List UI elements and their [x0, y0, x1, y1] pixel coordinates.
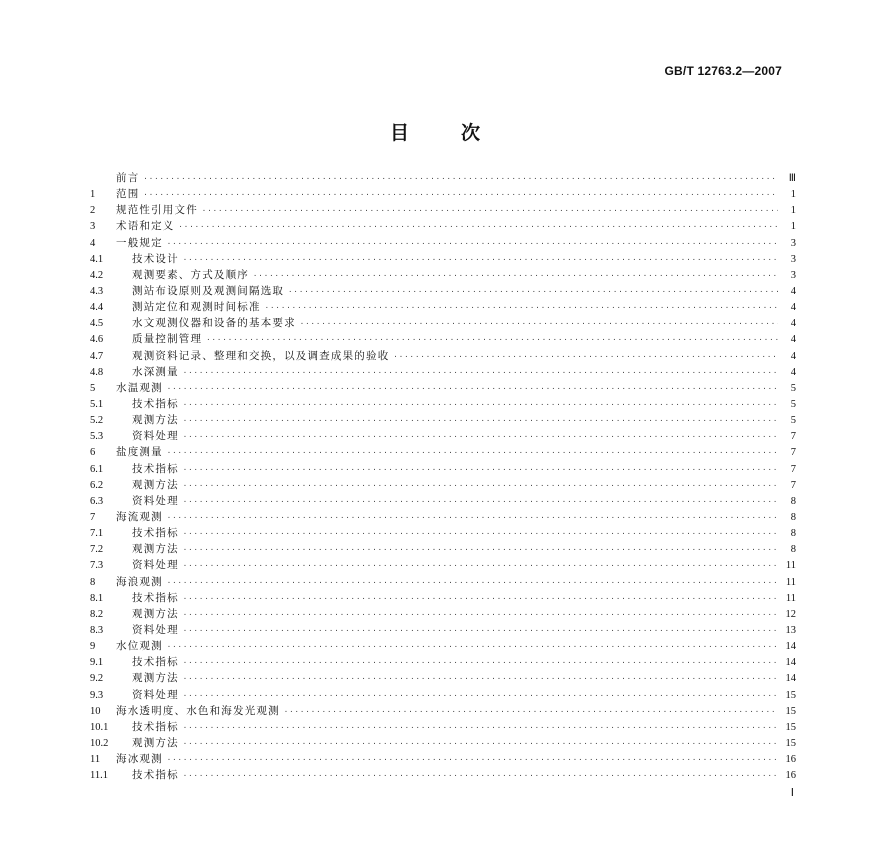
toc-entry-page: 16 — [785, 754, 796, 766]
toc-entry-number: 3 — [90, 221, 96, 233]
toc-entry-title: 海流观测 — [116, 510, 163, 523]
toc-entry-page: 4 — [790, 334, 796, 346]
dot-leader — [143, 187, 778, 203]
dot-leader — [183, 558, 778, 574]
toc-entry-number: 9.3 — [90, 689, 104, 701]
title-char-1: 目 — [389, 122, 409, 144]
toc-entry-page: 14 — [785, 673, 796, 685]
toc-entry-title: 海水透明度、水色和海发光观测 — [116, 704, 280, 717]
toc-entry-number: 6.2 — [90, 479, 104, 491]
toc-entry[interactable] — [90, 477, 796, 493]
toc-entry-page: 15 — [785, 705, 796, 717]
toc-entry-title: 一般规定 — [116, 236, 163, 249]
toc-entry-page: Ⅲ — [788, 173, 796, 184]
toc-entry[interactable] — [90, 493, 796, 509]
toc-entry-number: 4 — [90, 237, 96, 249]
dot-leader — [183, 671, 778, 687]
dot-leader — [183, 478, 778, 494]
dot-leader — [288, 284, 778, 300]
toc-entry-title: 观测方法 — [132, 672, 179, 685]
dot-leader — [167, 575, 778, 591]
dot-leader — [167, 752, 778, 768]
toc-entry-number: 9 — [90, 641, 96, 653]
toc-entry-page: 11 — [785, 560, 796, 572]
toc-entry-page: 7 — [790, 463, 796, 475]
toc-entry-number: 4.7 — [90, 350, 104, 362]
dot-leader — [183, 397, 778, 413]
toc-entry-page: 15 — [785, 721, 796, 733]
toc-entry-number: 6.1 — [90, 463, 104, 475]
toc-entry-title: 观测资料记录、整理和交换，以及调查成果的验收 — [132, 349, 390, 362]
toc-entry-page: 14 — [785, 657, 796, 669]
toc-entry-page: 7 — [790, 479, 796, 491]
dot-leader — [284, 704, 778, 720]
dot-leader — [183, 736, 778, 752]
toc-entry[interactable] — [90, 235, 796, 251]
toc-entry-number: 7 — [90, 511, 96, 523]
toc-entry-title: 技术指标 — [132, 462, 179, 475]
toc-entry[interactable] — [90, 283, 796, 299]
dot-leader — [183, 542, 778, 558]
toc-entry-title: 资料处理 — [132, 623, 179, 636]
toc-entry[interactable] — [90, 509, 796, 525]
toc-entry-page: 1 — [790, 189, 796, 201]
toc-entry-page: 7 — [790, 447, 796, 459]
toc-entry[interactable] — [90, 331, 796, 347]
toc-entry-number: 7.2 — [90, 544, 104, 556]
toc-entry-title: 规范性引用文件 — [116, 204, 198, 217]
dot-leader — [265, 300, 778, 316]
toc-entry[interactable] — [90, 767, 796, 783]
toc-entry[interactable] — [90, 428, 796, 444]
dot-leader — [183, 494, 778, 510]
toc-entry[interactable] — [90, 170, 796, 186]
toc-entry[interactable] — [90, 687, 796, 703]
toc-entry[interactable] — [90, 364, 796, 380]
dot-leader — [179, 219, 779, 235]
toc-entry[interactable] — [90, 461, 796, 477]
toc-entry-page: 8 — [790, 544, 796, 556]
toc-entry-number: 5.1 — [90, 398, 104, 410]
toc-entry-page: 16 — [785, 770, 796, 782]
toc-entry-page: 1 — [790, 221, 796, 233]
toc-entry-page: 1 — [790, 205, 796, 217]
toc-entry-title: 技术指标 — [132, 769, 179, 782]
toc-entry[interactable] — [90, 299, 796, 315]
toc-entry[interactable] — [90, 186, 796, 202]
toc-entry-number: 7.3 — [90, 560, 104, 572]
dot-leader — [167, 381, 778, 397]
toc-entry-number: 5 — [90, 382, 96, 394]
toc-entry-number: 8.1 — [90, 592, 104, 604]
toc-entry-page: 14 — [785, 641, 796, 653]
dot-leader — [202, 203, 778, 219]
dot-leader — [253, 268, 778, 284]
toc-entry-number: 10.2 — [90, 737, 109, 749]
toc-entry[interactable] — [90, 654, 796, 670]
toc-entry[interactable] — [90, 218, 796, 234]
toc-entry[interactable] — [90, 670, 796, 686]
dot-leader — [183, 462, 778, 478]
toc-entry-number: 11.1 — [90, 770, 108, 782]
toc-entry[interactable] — [90, 638, 796, 654]
toc-entry-page: 4 — [790, 366, 796, 378]
toc-entry[interactable] — [90, 703, 796, 719]
toc-entry-page: 13 — [785, 624, 796, 636]
toc-entry[interactable] — [90, 622, 796, 638]
toc-entry-title: 水位观测 — [116, 640, 163, 653]
toc-entry-number: 4.2 — [90, 269, 104, 281]
toc-entry-number: 4.3 — [90, 285, 104, 297]
toc-entry-number: 10 — [90, 705, 101, 717]
toc-entry-title: 观测方法 — [132, 607, 179, 620]
toc-entry-number: 9.2 — [90, 673, 104, 685]
toc-entry-number: 4.4 — [90, 302, 104, 314]
toc-entry-number: 4.6 — [90, 334, 104, 346]
dot-leader — [183, 688, 778, 704]
dot-leader — [183, 526, 778, 542]
toc-entry-number: 4.5 — [90, 318, 104, 330]
toc-entry-number: 8 — [90, 576, 96, 588]
toc-entry[interactable] — [90, 348, 796, 364]
toc-entry[interactable] — [90, 267, 796, 283]
toc-entry-title: 观测要素、方式及顺序 — [132, 268, 249, 281]
toc-entry-number: 9.1 — [90, 657, 104, 669]
toc-entry-number: 4.1 — [90, 253, 104, 265]
standard-code: GB/T 12763.2—2007 — [664, 64, 782, 78]
toc-entry[interactable] — [90, 541, 796, 557]
toc-entry[interactable] — [90, 444, 796, 460]
toc-entry-page: 3 — [790, 269, 796, 281]
dot-leader — [183, 252, 778, 268]
toc-entry-title: 观测方法 — [132, 414, 179, 427]
toc-entry-page: 3 — [790, 237, 796, 249]
toc-entry-title: 范围 — [116, 188, 140, 201]
toc-entry-title: 资料处理 — [132, 688, 179, 701]
toc-entry-number: 4.8 — [90, 366, 104, 378]
toc-entry-page: 5 — [790, 415, 796, 427]
toc-entry[interactable] — [90, 590, 796, 606]
dot-leader — [206, 332, 778, 348]
table-of-contents — [90, 170, 796, 783]
toc-entry-page: 11 — [785, 592, 796, 604]
toc-entry-page: 5 — [790, 398, 796, 410]
dot-leader — [183, 768, 778, 784]
toc-entry[interactable] — [90, 719, 796, 735]
dot-leader — [183, 591, 778, 607]
toc-entry-number: 8.2 — [90, 608, 104, 620]
toc-entry-page: 15 — [785, 689, 796, 701]
toc-entry-title: 资料处理 — [132, 494, 179, 507]
toc-entry[interactable] — [90, 735, 796, 751]
toc-entry[interactable] — [90, 606, 796, 622]
toc-entry-page: 4 — [790, 285, 796, 297]
toc-entry[interactable] — [90, 751, 796, 767]
page-number: Ⅰ — [790, 787, 794, 799]
toc-entry[interactable] — [90, 380, 796, 396]
toc-entry-page: 4 — [790, 318, 796, 330]
toc-entry-title: 测站布设原则及观测间隔选取 — [132, 284, 285, 297]
toc-entry-title: 技术设计 — [132, 252, 179, 265]
toc-entry-title: 前言 — [116, 172, 140, 184]
toc-entry-page: 11 — [785, 576, 796, 588]
toc-entry[interactable] — [90, 574, 796, 590]
toc-entry[interactable] — [90, 412, 796, 428]
dot-leader — [393, 349, 778, 365]
page-title — [0, 118, 870, 145]
toc-entry-title: 技术指标 — [132, 656, 179, 669]
toc-entry-page: 8 — [790, 511, 796, 523]
toc-entry-page: 3 — [790, 253, 796, 265]
toc-entry-title: 水温观测 — [116, 381, 163, 394]
toc-entry-title: 观测方法 — [132, 736, 179, 749]
dot-leader — [167, 510, 778, 526]
dot-leader — [167, 639, 778, 655]
dot-leader — [183, 623, 778, 639]
toc-entry-page: 7 — [790, 431, 796, 443]
toc-entry-number: 11 — [90, 754, 101, 766]
toc-entry-title: 水深测量 — [132, 365, 179, 378]
toc-entry-page: 8 — [790, 528, 796, 540]
toc-entry-title: 技术指标 — [132, 527, 179, 540]
toc-entry-title: 盐度测量 — [116, 446, 163, 459]
toc-entry-title: 技术指标 — [132, 720, 179, 733]
toc-entry-title: 海冰观测 — [116, 753, 163, 766]
title-char-2: 次 — [461, 122, 481, 144]
toc-entry-title: 观测方法 — [132, 543, 179, 556]
toc-entry-title: 测站定位和观测时间标准 — [132, 301, 261, 314]
dot-leader — [183, 607, 778, 623]
toc-entry-number: 6.3 — [90, 495, 104, 507]
toc-entry-page: 12 — [785, 608, 796, 620]
toc-entry[interactable] — [90, 396, 796, 412]
toc-entry-title: 海浪观测 — [116, 575, 163, 588]
toc-entry-title: 观测方法 — [132, 478, 179, 491]
toc-entry-page: 8 — [790, 495, 796, 507]
dot-leader — [167, 445, 778, 461]
toc-entry-number: 5.3 — [90, 431, 104, 443]
toc-entry-title: 技术指标 — [132, 591, 179, 604]
dot-leader — [300, 316, 778, 332]
toc-entry-number: 10.1 — [90, 721, 109, 733]
toc-entry[interactable] — [90, 315, 796, 331]
dot-leader — [183, 365, 778, 381]
toc-entry-number: 2 — [90, 205, 96, 217]
toc-entry-page: 15 — [785, 737, 796, 749]
toc-entry-number: 8.3 — [90, 624, 104, 636]
toc-entry-title: 水文观测仪器和设备的基本要求 — [132, 317, 296, 330]
toc-entry[interactable] — [90, 251, 796, 267]
toc-entry-number: 5.2 — [90, 415, 104, 427]
toc-entry-page: 4 — [790, 350, 796, 362]
toc-entry-number: 6 — [90, 447, 96, 459]
toc-entry-title: 质量控制管理 — [132, 333, 203, 346]
toc-entry-number: 1 — [90, 189, 96, 201]
dot-leader — [183, 413, 778, 429]
dot-leader — [143, 171, 778, 187]
toc-entry[interactable] — [90, 525, 796, 541]
toc-entry-page: 4 — [790, 302, 796, 314]
toc-entry-title: 技术指标 — [132, 397, 179, 410]
toc-entry[interactable] — [90, 202, 796, 218]
toc-entry-title: 资料处理 — [132, 430, 179, 443]
toc-entry-page: 5 — [790, 382, 796, 394]
toc-entry-title: 资料处理 — [132, 559, 179, 572]
dot-leader — [183, 429, 778, 445]
toc-entry-number: 7.1 — [90, 528, 104, 540]
dot-leader — [183, 655, 778, 671]
dot-leader — [183, 720, 778, 736]
toc-entry-title: 术语和定义 — [116, 220, 175, 233]
dot-leader — [167, 236, 778, 252]
toc-entry[interactable] — [90, 557, 796, 573]
